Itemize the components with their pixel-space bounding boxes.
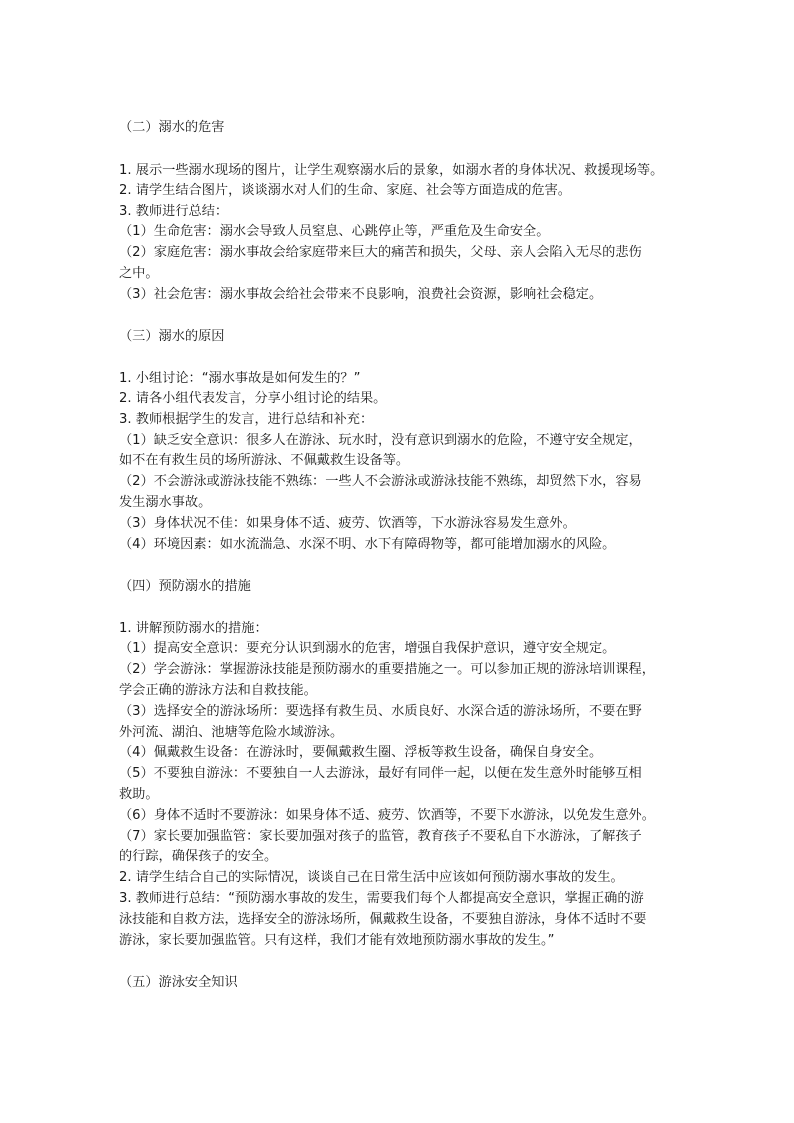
paragraph-line: （3）社会危害：溺水事故会给社会带来不良影响，浪费社会资源，影响社会稳定。: [119, 287, 603, 302]
paragraph-line: （5）不要独自游泳：不要独自一人去游泳，最好有同伴一起，以便在发生意外时能够互相: [119, 766, 642, 781]
paragraph-line: （1）生命危害：溺水会导致人员窒息、心跳停止等，严重危及生命安全。: [119, 224, 550, 239]
paragraph-line: 1. 讲解预防溺水的措施：: [119, 621, 268, 636]
paragraph-line: 如不在有救生员的场所游泳、不佩戴救生设备等。: [119, 453, 410, 468]
paragraph-line: （4）佩戴救生设备：在游泳时，要佩戴救生圈、浮板等救生设备，确保自身安全。: [119, 745, 603, 760]
paragraph-line: 2. 请各小组代表发言，分享小组讨论的结果。: [119, 391, 387, 406]
paragraph-line: （2）不会游泳或游泳技能不熟练：一些人不会游泳或游泳技能不熟练，却贸然下水，容易: [119, 474, 642, 489]
paragraph-line: 2. 请学生结合自己的实际情况，谈谈自己在日常生活中应该如何预防溺水事故的发生。: [119, 870, 624, 885]
paragraph-line: 之中。: [119, 266, 159, 281]
paragraph-line: 1. 小组讨论：“溺水事故是如何发生的？”: [119, 371, 361, 386]
paragraph-line: （3）选择安全的游泳场所：要选择有救生员、水质良好、水深合适的游泳场所，不要在野: [119, 704, 642, 719]
paragraph-line: （4）环境因素：如水流湍急、水深不明、水下有障碍物等，都可能增加溺水的风险。: [119, 537, 616, 552]
paragraph-line: 3. 教师根据学生的发言，进行总结和补充：: [119, 412, 374, 427]
paragraph-line: 3. 教师进行总结：“预防溺水事故的发生，需要我们每个人都提高安全意识，掌握正确的游: [119, 891, 644, 906]
paragraph-line: 外河流、湖泊、池塘等危险水域游泳。: [119, 725, 344, 740]
section-heading: （三）溺水的原因: [119, 329, 225, 344]
section-heading: （四）预防溺水的措施: [119, 579, 251, 594]
paragraph-line: （2）学会游泳：掌握游泳技能是预防溺水的重要措施之一。可以参加正规的游泳培训课程，: [119, 662, 655, 677]
paragraph-line: （7）家长要加强监管：家长要加强对孩子的监管，教育孩子不要私自下水游泳，了解孩子: [119, 829, 642, 844]
paragraph-line: 救助。: [119, 787, 159, 802]
paragraph-line: 3. 教师进行总结：: [119, 204, 229, 219]
paragraph-line: （2）家庭危害：溺水事故会给家庭带来巨大的痛苦和损失，父母、亲人会陷入无尽的悲伤: [119, 245, 642, 260]
paragraph-line: （3）身体状况不佳：如果身体不适、疲劳、饮酒等，下水游泳容易发生意外。: [119, 516, 576, 531]
paragraph-line: 的行踪，确保孩子的安全。: [119, 849, 278, 864]
paragraph-line: 2. 请学生结合图片，谈谈溺水对人们的生命、家庭、社会等方面造成的危害。: [119, 183, 571, 198]
section-heading: （二）溺水的危害: [119, 120, 225, 135]
paragraph-line: （6）身体不适时不要游泳：如果身体不适、疲劳、饮酒等，不要下水游泳，以免发生意外。: [119, 808, 655, 823]
paragraph-line: 游泳，家长要加强监管。只有这样，我们才能有效地预防溺水事故的发生。”: [119, 933, 555, 948]
paragraph-line: （1）缺乏安全意识：很多人在游泳、玩水时，没有意识到溺水的危险，不遵守安全规定，: [119, 433, 642, 448]
paragraph-line: 1. 展示一些溺水现场的图片，让学生观察溺水后的景象，如溺水者的身体状况、救援现场等。: [119, 163, 664, 178]
paragraph-line: 学会正确的游泳方法和自救技能。: [119, 683, 317, 698]
section-heading: （五）游泳安全知识: [119, 975, 238, 990]
paragraph-line: 发生溺水事故。: [119, 495, 212, 510]
paragraph-line: （1）提高安全意识：要充分认识到溺水的危害，增强自我保护意识，遵守安全规定。: [119, 641, 616, 656]
paragraph-line: 泳技能和自救方法，选择安全的游泳场所，佩戴救生设备，不要独自游泳，身体不适时不要: [119, 912, 647, 927]
